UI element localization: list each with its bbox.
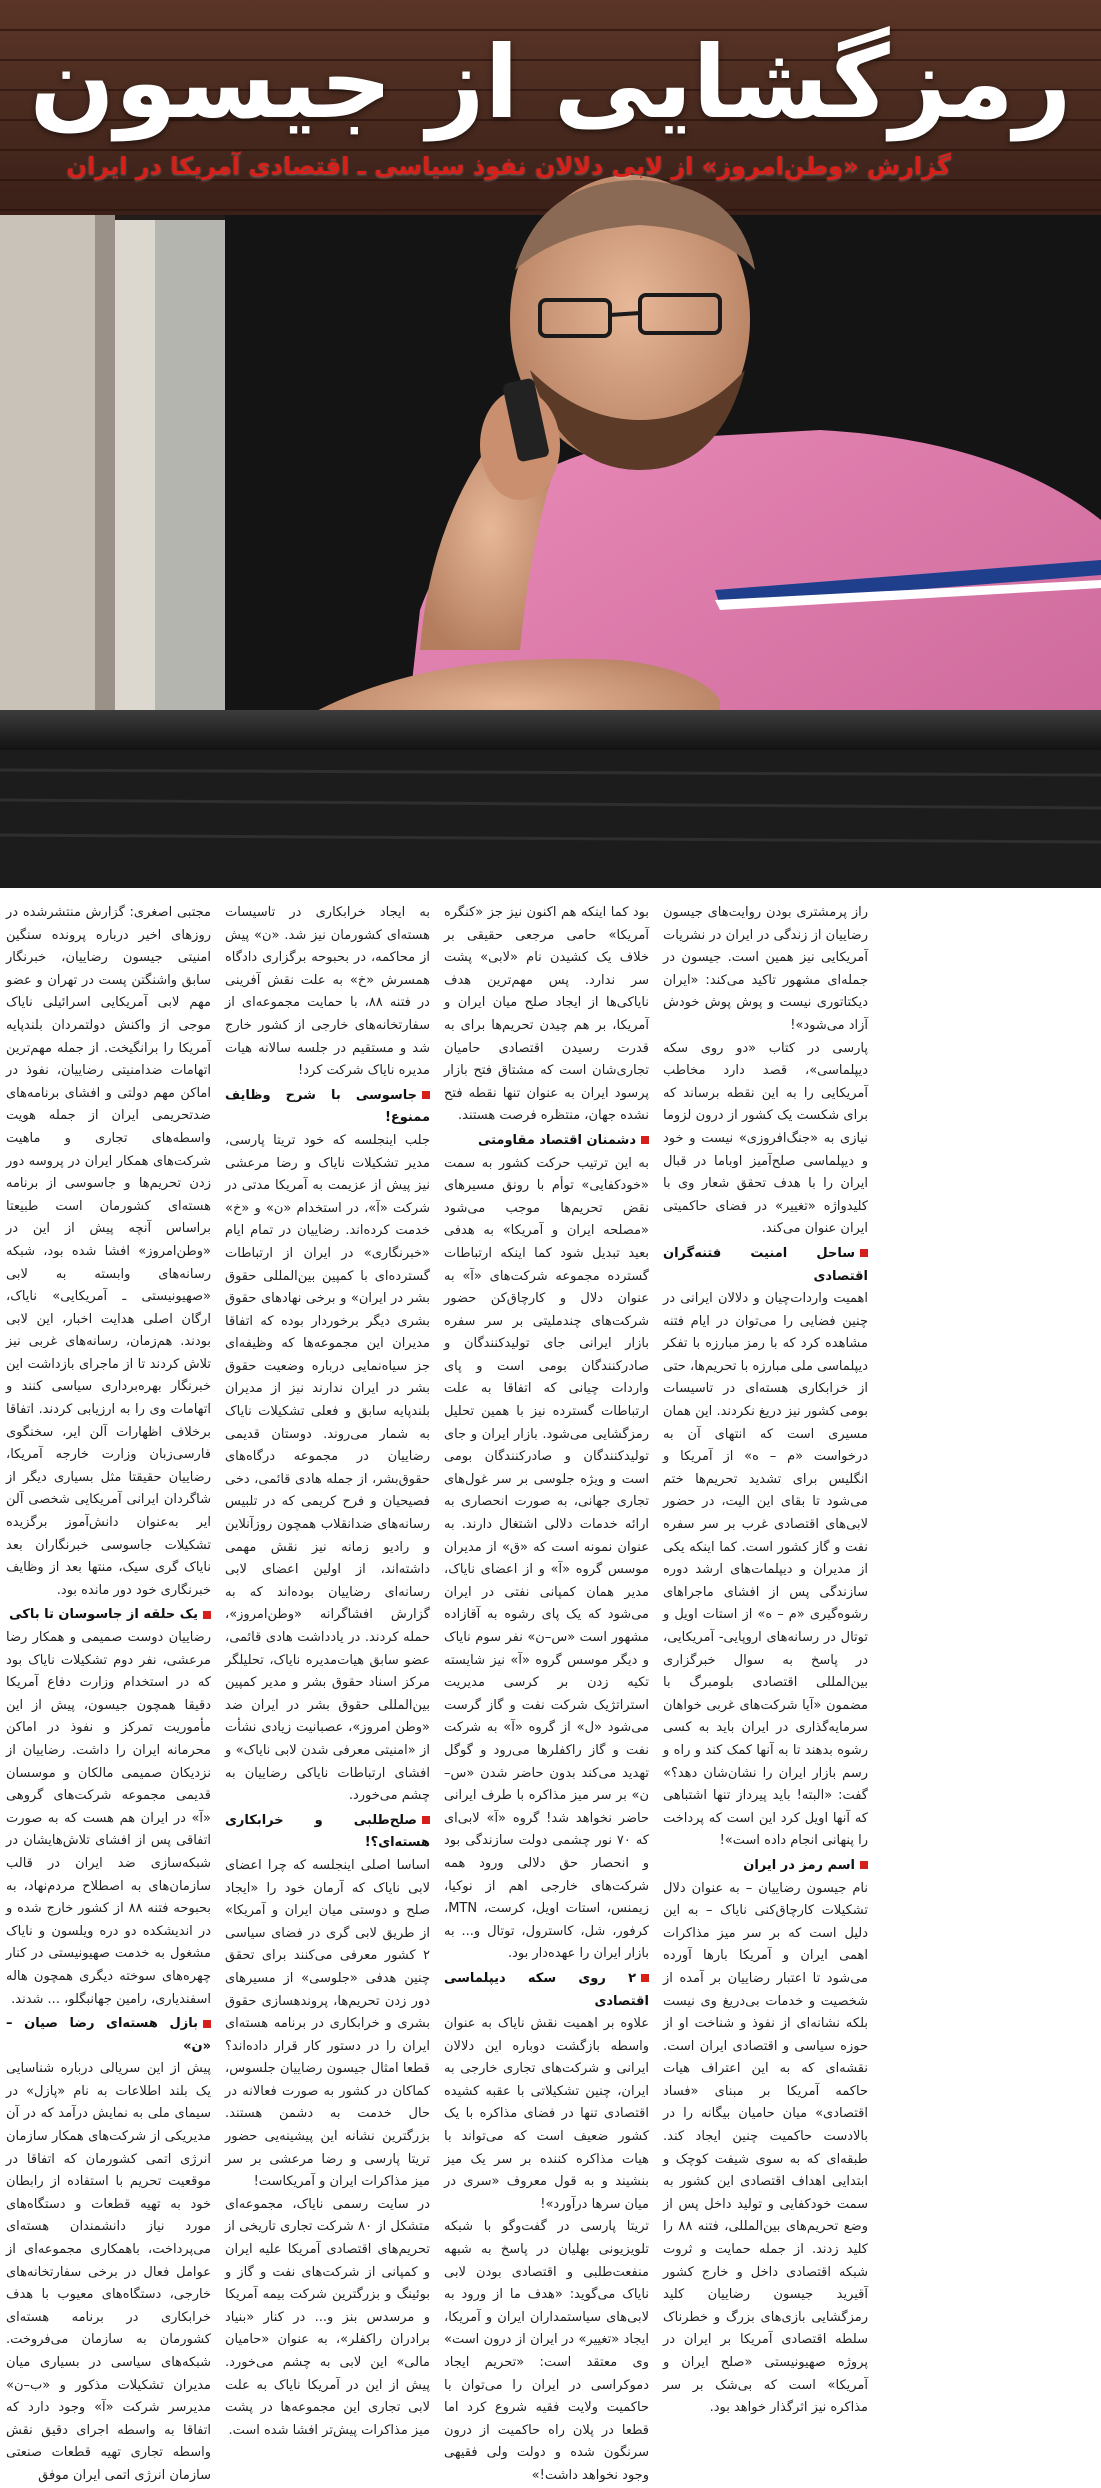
article-paragraph: علاوه بر اهمیت نقش نایاک به عنوان واسطه بازگشت دوباره این دلالان ایرانی و شرکت‌های تجاری خارجی به ایران، چنین تشکیلاتی با عقبه کشیده اقتصادی تنها در فضای مذاکره با یک کشور ضعیف است که می‌تواند با هیات مذاکره کننده بر سر یک میز بنشیند و به قول معروف «سری در میان سرها درآورد»!: [444, 2016, 649, 2212]
article-paragraph: اساسا اصلی اینجلسه که چرا اعضای لابی نایاک که آرمان خود را «ایجاد صلح و دوستی میان ایران و آمریکا» از طریق لابی گری در فضای سیاسی ۲ کشور معرفی می‌کنند برای تحقق چنین هدفی «جلوسی» از مسیرهای دور زدن تحریم‌ها، پروندهسازی حقوق بشری و خرابکاری در برنامه هسته‌ای ایران را در دستور کار قرار داده‌اند؟ قطعا امثال جیسون رضاییان جلسوس، کماکان در کشور به صورت فعالانه در حال خدمت به دشمن هستند. بزرگترین نشانه این پیشینه‌یی حضور تریتا پارسی و رضا مرعشی بر سر میز مذاکرات ایران و آمریکاست!: [225, 1857, 430, 2190]
red-square-bullet-icon: [422, 1816, 430, 1824]
section-heading: [444, 1130, 649, 1153]
article-column-2: [225, 902, 430, 2438]
article-paragraph: رضاییان دوست صمیمی و همکار رضا مرعشی، نفر دوم تشکیلات نایاک بود که در استخدام وزارت دفاع آمریکا دقیقا همچون جیسون، پیش از این مأموریت تمرکز و نفوذ در اماکن محرمانه ایران را داشت. رضاییان از نزدیکان صمیمی مالکان و موسسان قدیمی مجموعه شرکت‌های گروهی «آ» در ایران هم هست که به صورت اتفاقی پس از افشای تلاش‌هایشان در شبکه‌سازی ضد ایران در قالب سازمان‌های به اصطلاح مردم‌نهاد، به بحبوحه فتنه ۸۸ از کشور خارج شده و در اندیشکده دو دره ویلسون و نایاک مشغول به خدمت صهیونیستی در کنار چهره‌های سوخته دیگری همچون هاله اسفندیاری، رامین جهانبگلو، ... شدند.: [6, 1630, 212, 2007]
section-heading-text: بازل هسته‌ای رضا صیان – «ن»: [6, 2016, 211, 2054]
article-column-3: [444, 902, 649, 2483]
article-columns: [6, 902, 1096, 2483]
article-column-4: [663, 902, 868, 2416]
red-square-bullet-icon: [641, 1136, 649, 1144]
article-paragraph: به ایجاد خرابکاری در تاسیسات هسته‌ای کشورمان نیز شد. «ن» پیش از محاکمه، در بحبوحه برگزاری دادگاه همسرش «خ» به علت نقش آفرینی در فتنه ۸۸، با حمایت مجموعه‌ای از سفارتخانه‌های خارجی از کشور خارج شد و مستقیم در جلسه سالانه هیات مدیره نایاک شرکت کرد!: [225, 905, 430, 1079]
news-photo: [0, 0, 1101, 888]
section-heading-text: اسم رمز در ایران: [743, 1857, 855, 1873]
red-square-bullet-icon: [641, 1974, 649, 1982]
section-heading-text: جاسوسی با شرح وظایف ممنوع!: [225, 1087, 430, 1126]
headline: رمزگشایی از جیسون: [29, 24, 1072, 141]
red-square-bullet-icon: [860, 1861, 868, 1869]
article-paragraph: در سایت رسمی نایاک، مجموعه‌ای متشکل از ۸۰ شرکت تجاری تاریخی از تحریم‌های اقتصادی آمریکا علیه ایران و کمپانی از شرکت‌های نفت و گاز و بوئینگ و بزرگترین شرکت بیمه آمریکا و مرسدس بنز و... در کنار «بنیاد برادران راکفلر»، به عنوان «حامیان مالی» این لابی به چشم می‌خورد. پیش از این در آمریکا نایاک به علت لابی تجاری این مجموعه‌ها در پشت میز مذاکرات پیش‌تر افشا شده است.: [225, 2196, 430, 2438]
article-paragraph: راز پرمشتری بودن روایت‌های جیسون رضاییان از زندگی در ایران در نشریات آمریکایی نیز همین است. جیسون در جمله‌ای مشهور تاکید می‌کند: «ایران دیکتاتوری نیست و پوش پوش خودش آزاد می‌شود»!: [663, 905, 868, 1033]
section-heading: [225, 1810, 430, 1855]
article-paragraph: اهمیت واردات‌چیان و دلالان ایرانی در چنین فضایی را می‌توان در ایام فتنه مشاهده کرد که با رمز مبارزه با تفکر دیپلماسی ملی مبارزه با تحریم‌ها، حتی از خرابکاری هسته‌ای در تاسیسات بومی کشور نیز دریغ نکردند. این همان مسیری است که انتهای آن به درخواست «م – ه» از آمریکا و انگلیس برای تشدید تحریم‌ها ختم می‌شود تا بقای این الیت، در حضور لابی‌های اقتصادی غرب بر سر سفره نفت و گاز کشور است. کما اینکه یکی از مدیران و دیپلمات‌های ارشد دوره سازندگی پس از افشای ماجراهای رشوه‌گیری «م – ه» از استات اویل و توتال در رسانه‌های اروپایی- آمریکایی، در پاسخ به سوال خبرگزاری بین‌المللی اقتصادی بلومبرگ با مضمون «آیا شرکت‌های غربی خواهان سرمایه‌گذاری در ایران باید به کسی رشوه بدهند تا به آنها کمک کند و راه و رسم بازار ایران را نشان‌شان دهد؟» گفت: «البته! باید پیرداز تنها اشتباهی که آنها اویل کرد این است که پرداخت را پنهانی انجام داده است»!: [663, 1291, 868, 1849]
red-square-bullet-icon: [422, 1091, 430, 1099]
article-paragraph: بود کما اینکه هم اکنون نیز جز «کنگره آمریکا» حامی مرجعی حقیقی بر خلاف یک کشیدن نام «لابی» پشت سر ندارد. پس مهم‌ترین هدف نایاکی‌ها از ایجاد صلح میان ایران و آمریکا، بر هم چیدن تحریم‌ها برای به قدرت رسیدن اقتصادی حامیان تجاری‌شان است که مشتاق فتح بازار پرسود ایران به عنوان تنها نقطه فتح نشده جهان، منتظره فرصت هستند.: [444, 905, 649, 1124]
red-square-bullet-icon: [203, 1611, 211, 1619]
section-heading-text: ساحل امنیت فتنه‌گران اقتصادی: [663, 1245, 868, 1284]
article-paragraph: پیش از این سریالی درباره شناسایی یک بلند اطلاعات به نام «پازل» در سیمای ملی به نمایش درآمد که در آن مدیریکی از شرکت‌های همکار سازمان انرژی اتمی کشورمان که اتفاقا در موقعیت تحریم با استفاده از رابطان خود به تهیه قطعات و دستگاه‌های مورد نیاز دانشمندان هسته‌ای می‌پرداخت، باهمکاری مجموعه‌ای از عوامل فعال در برخی سفارتخانه‌های خارجی، دستگاه‌های معیوب با هدف خرابکاری در برنامه هسته‌ای کشورمان به سازمان می‌فروخت. شبکه‌های سیاسی در بسیاری میان مدیران تشکیلات مذکور و «ب–ن» مدیرسر شرکت «آ» وجود دارد که اتفاقا به واسطه اجرای دقیق نقش واسطه تجاری تهیه قطعات صنعتی سازمان انرژی اتمی ایران موفق: [6, 2061, 211, 2483]
article-paragraph: جلب اینجلسه که خود تریتا پارسی، مدیر تشکیلات نایاک و رضا مرعشی نیز پیش از عزیمت به آمریکا مدتی در شرکت «آ»، در استخدام «ن» و «خ» خدمت کرده‌اند. رضاییان در تمام ایام «خبرنگاری» در ایران از ارتباطات گسترده‌ای با کمپین بین‌المللی حقوق بشر در ایران» و برخی نهادهای حقوق بشری دیگر برخوردار بوده که اتفاقا مدیران این مجموعه‌ها که وظیفه‌ای جز سیاه‌نمایی درباره وضعیت حقوق بشر در ایران ندارند نیز از مدیران بلندپایه سابق و فعلی تشکیلات نایاک به شمار می‌روند. دوستان قدیمی رضاییان در مجموعه درگاه‌های حقوق‌بشر، از جمله هادی قائمی، دخی فصیحیان و فرح کریمی که در تلبیس رسانه‌های ضدانقلاب همچون روزآنلاین و رادیو زمانه نیز نقش مهمی داشته‌اند، از اولین اعضای لابی رسانه‌ای رضاییان بوده‌اند که به گزارش افشاگرانه «وطن‌امروز»، حمله کردند. در یادداشت هادی قائمی، عضو سابق هیات‌مدیره نایاک، تحلیلگر مرکز اسناد حقوق بشر و مدیر کمپین بین‌المللی حقوق بشر در ایران ضد «وطن امروز»، عصبانیت زیادی نشأت از «امنیتی معرفی شدن لابی نایاک» و افشای ارتباطات نایاکی رضاییان به چشم می‌خورد.: [225, 1132, 430, 1804]
article-paragraph: تریتا پارسی در گفت‌وگو با شبکه تلویزیونی بهلیان در پاسخ به شبهه منفعت‌طلبی و اقتصادی بودن لابی نایاک می‌گوید: «هدف ما از ورود به لابی‌های سیاستمداران ایران و آمریکا، ایجاد «تغییر» در ایران از درون است» وی معتقد است: «تحریم ایجاد دموکراسی در ایران را می‌توان با حاکمیت ولایت فقیه شروع کرد اما قطعا در پلان راه حاکمیت از درون سرنگون شده و دولت ولی فقیهی وجود نخواهد داشت!»: [444, 2219, 649, 2483]
red-square-bullet-icon: [203, 2020, 211, 2028]
section-heading: [663, 1855, 868, 1878]
section-heading: [663, 1243, 868, 1288]
red-square-bullet-icon: [860, 1249, 868, 1257]
article-paragraph: مجتبی اصغری: گزارش منتشرشده در روزهای اخیر درباره پرونده سنگین امنیتی جیسون رضاییان، خبرنگار سابق واشنگتن پست در تهران و عضو مهم لابی آمریکایی اسرائیلی نایاک موجی از واکنش دولتمردان بلندپایه آمریکا را برانگیخت. از جمله مهم‌ترین اتهامات ضدامنیتی رضاییان، نفوذ در اماکن مهم دولتی و افشای برنامه‌های ضدتحریمی ایران از جمله هویت واسطه‌های تجاری و ماهیت شرکت‌های همکار ایران در پروسه دور زدن تحریم‌ها و جاسوسی از برنامه هسته‌ای کشورمان است طبیعتا براساس آنچه پیش از این در «وطن‌امروز» افشا شده بود، شبکه رسانه‌های وابسته به لابی «صهیونیستی ـ آمریکایی» نایاک، ارگان اصلی هدایت اخبار، این لابی بودند. هم‌زمان، رسانه‌های غربی نیز تلاش کردند تا از ماجرای بازداشت این خبرنگار بهره‌برداری سیاسی کنند و اتهامات وی را به ارزیابی کردند. اتفاقا برخلاف اظهارات آلن ایر، سخنگوی فارسی‌زبان وزارت خارجه آمریکا، رضاییان حقیقتا مثل بسیاری دیگر از شاگردان ایرانی آمریکایی شخصی آلن ایر به‌عنوان دانش‌آموز برگزیده تشکیلات جاسوسی خبرنگاران بعد نایاک گری سیک، منتها بعد از وظایف خبرنگاری خود دور مانده بود.: [6, 905, 211, 1598]
article-paragraph: به این ترتیب حرکت کشور به سمت «خودکفایی» توأم با رونق مسیرهای نقض تحریم‌ها موجب می‌شود «مصلحه ایران و آمریکا» به هدفی بعید تبدیل شود کما اینکه ارتباطات گسترده مجموعه شرکت‌های «آ» به عنوان دلال و کارچاق‌کن حضور شرکت‌های چندملیتی بر سر سفره بازار ایرانی جای تولیدکنندگان و صادرکنندگان بومی است و پای واردات چیانی که اتفاقا به علت ارتباطات گسترده نیز با همین تحلیل رمزگشایی می‌شود. بازار ایران و جای تولیدکنندگان و صادرکنندگان بومی است و ویژه جلوسی بر سر غول‌های تجاری جهانی، به صورت انحصاری به ارائه خدمات دلالی اشتغال دارند. به عنوان نمونه است که «ق» از مدیران موسس گروه «آ» و از اعضای نایاک، مدیر همان کمپانی نفتی در ایران می‌شود که یک پای رشوه به آقازاده مشهور است «س–ن» نفر سوم نایاک و دیگر موسس گروه «آ» نیز شایسته تکیه زدن بر کرسی مدیریت استراتژیک شرکت نفت و گاز گرست می‌شود «ل» از گروه «آ» به شرکت نفت و گاز راکفلرها می‌رود و گوگل تهدید می‌کند بدون حاضر شدن «س–ن» بر سر میز مذاکره با طرف ایرانی حاضر نخواهد شد! گروه «آ» لابی‌ای که ۷۰ نور چشمی دولت سازندگی بود و انحصار حق دلالی ورود همه شرکت‌های خارجی اهم از نوکیا، زیمنس، استات اویل، کرست، MTN، کرفور، شل، کاسترول، توتال و... به بازار ایران را عهده‌دار بود.: [444, 1155, 649, 1962]
section-heading: [6, 1604, 211, 1627]
subheadline: گزارش «وطن‌امروز» از لابی دلالان نفوذ سیاسی ـ اقتصادی آمریکا در ایران: [66, 152, 951, 180]
section-heading: [6, 2013, 211, 2058]
section-heading-text: ۲ روی سکه دیپلماسی اقتصادی: [444, 1970, 649, 2009]
article-column-1: [6, 902, 212, 2483]
article-paragraph: نام جیسون رضاییان – به عنوان دلال تشکیلات کارچاق‌کنی نایاک – به این دلیل است که بر سر میز مذاکرات اهمی ایران و آمریکا بارها آورده می‌شود تا اعتبار رضاییان بر آمده از شخصیت و خدمات بی‌دریغ وی نیست بلکه نشانه‌ای از نفوذ و شناخت او از حوزه سیاسی و اقتصادی ایران است. نقشه‌ای که به این اعتراف هیات حاکمه آمریکا بر مبنای «فساد اقتصادی» میان حامیان بیگانه را در بالادست حاکمیت چنین ایجاد کند. طبقه‌ای که به سوی شیفت کوچک و ابتدایی اهداف اقتصادی این کشور به سمت خودکفایی و تولید داخل پس از وضع تحریم‌های بین‌المللی، فتنه ۸۸ را کلید زدند. از جمله حمایت و ثروت شبکه اقتصادی داخل و خارج کشور آقیرید جیسون رضاییان کلید رمزگشایی بازی‌های بزرگ و خطرناک سلطه اقتصادی آمریکا بر ایران در پروژه صهیونیستی «صلح ایران و آمریکا» است که بی‌شک بر سر مذاکره نیز اثرگذار خواهد بود.: [663, 1880, 868, 2416]
section-heading-text: دشمنان اقتصاد مقاومتی: [477, 1132, 636, 1148]
section-heading: [225, 1085, 430, 1130]
section-heading-text: صلح‌طلبی و خرابکاری هسته‌ای؟!: [225, 1812, 430, 1851]
section-heading-text: یک حلقه از جاسوسان تا باکی: [9, 1607, 198, 1623]
article-paragraph: پارسی در کتاب «دو روی سکه دیپلماسی»، قصد دارد مخاطب آمریکایی را به این نقطه برساند که برای شکست یک کشور از درون لزوما نیازی به «جنگ‌افروزی» نیست و خود و دیپلماسی صلح‌آمیز اوباما در قبال ایران را با هدف تحقق شعار وی با کلیدواژه «تغییر» در فضای حاکمیتی ایران عنوان می‌کند.: [663, 1040, 868, 1237]
section-heading: [444, 1968, 649, 2013]
